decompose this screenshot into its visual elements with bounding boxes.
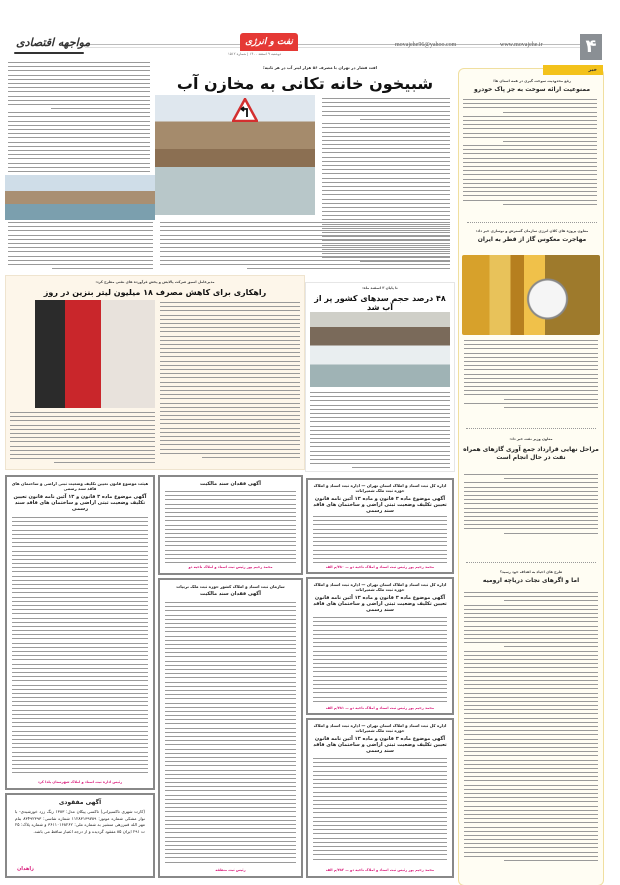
sidebar-article-4-supertitle: طرح های احیاء به اهداف خود رسید؟ bbox=[499, 570, 563, 574]
ad-title: آگهی مفقودی bbox=[58, 799, 102, 806]
sidebar-article-3-headline[interactable]: مراحل نهایی قرارداد جمع آوری گازهای همراه نفت در حال انجام است bbox=[463, 446, 599, 461]
lost-deed-ad bbox=[158, 475, 303, 575]
masthead bbox=[0, 0, 620, 58]
section-title-underline bbox=[14, 52, 84, 54]
ad-title: آگهی موضوع ماده ۳ قانون و ماده ۱۳ آئین نامه قانون تعیین تکلیف وضعیت ثبتی اراضی و ساختمان های فاقد سند رسمی bbox=[313, 736, 447, 754]
sidebar-article-2-body bbox=[464, 340, 598, 408]
ad-signature: رئیس ثبت منطقه bbox=[215, 868, 246, 872]
legal-notice-ad-4 bbox=[306, 718, 454, 878]
lost-card-ad bbox=[5, 793, 155, 878]
email-link[interactable]: movajehe96@yahoo.com bbox=[395, 42, 457, 48]
page-number-badge: ۴ bbox=[580, 34, 602, 60]
road-sign-icon bbox=[232, 98, 258, 122]
ad-office: سازمان ثبت اسناد و املاک کشور حوزه ثبت ملک ترتیات bbox=[176, 584, 285, 589]
sidebar-divider bbox=[467, 222, 597, 223]
fuel-story-body-right bbox=[160, 302, 300, 467]
ad-office: اداره کل ثبت اسناد و املاک استان تهران — اداره ثبت اسناد و املاک حوزه ثبت ملک شمیرانات bbox=[313, 483, 447, 493]
ad-body bbox=[165, 602, 296, 864]
main-story-bottom-text bbox=[160, 222, 450, 272]
ad-signature: محمد رحیم پور رئیس ثبت اسناد و املاک ناحیه دو bbox=[188, 565, 273, 569]
sidebar-article-3-supertitle: معاون وزیر نفت خبر داد: bbox=[509, 437, 553, 441]
issue-dateline: دوشنبه ۹ اسفند ۱۴۰۰ | شماره ۱۵۱۲ bbox=[228, 52, 282, 56]
sidebar-article-1-supertitle: رفع محدودیت سوخت گیری در همه استان ها؛ bbox=[493, 79, 571, 83]
main-story-headline[interactable]: شبیخون خانه تکانی به مخازن آب bbox=[176, 74, 434, 93]
ad-body bbox=[12, 517, 148, 777]
fuel-pump-nozzle-photo bbox=[35, 300, 155, 408]
ad-body bbox=[313, 617, 447, 702]
sidebar-article-4-body bbox=[464, 592, 598, 862]
ad-body bbox=[165, 491, 296, 563]
ad-title: آگهی فقدان سند مالکیت bbox=[200, 481, 261, 487]
ad-body bbox=[313, 758, 447, 863]
section-title: مواجهه اقتصادی bbox=[16, 36, 91, 49]
ad-title: آگهی موضوع ماده ۳ قانون و ماده ۱۳ آئین نامه قانون تعیین تکلیف وضعیت ثبتی اراضی و ساختمان های فاقد سند رسمی bbox=[313, 595, 447, 613]
sidebar-divider bbox=[466, 562, 596, 563]
ad-body bbox=[313, 516, 447, 564]
news-tag: خبر bbox=[543, 65, 603, 75]
dams-story-headline[interactable]: ۴۸ درصد حجم سدهای کشور پر از آب شد bbox=[314, 294, 446, 312]
ad-signature: محمد رحیم پور رئیس ثبت اسناد و املاک ناحیه دو — ۷۸۰/م الف bbox=[325, 565, 435, 569]
ad-office: اداره کل ثبت اسناد و املاک استان تهران — اداره ثبت اسناد و املاک حوزه ثبت ملک شمیرانات bbox=[313, 723, 447, 733]
legal-notice-ad-3 bbox=[306, 577, 454, 715]
legal-notice-ad-2 bbox=[306, 478, 454, 574]
sidebar-divider bbox=[466, 428, 596, 429]
sidebar-article-4-headline[interactable]: اما و اگرهای نجات دریاچه ارومیه bbox=[482, 577, 580, 584]
ad-signature: محمد رحیم پور رئیس ثبت اسناد و املاک ناحیه دو — ۷۸۲/م الف bbox=[325, 868, 435, 872]
fuel-story-supertitle: مدیرعامل اسبق شرکت پالایش و پخش فرآورده های نفتی مطرح کرد: bbox=[95, 280, 215, 284]
ad-city: زاهدان bbox=[17, 866, 34, 872]
ad-signature: رئیس اداره ثبت اسناد و املاک شهرستان یلدا کرد bbox=[37, 780, 123, 784]
sidebar-article-2-headline[interactable]: مهاجرت معکوس گاز از قطر به ایران bbox=[477, 236, 587, 243]
fuel-story-body-left bbox=[10, 412, 155, 467]
lost-deed-ad-2 bbox=[158, 578, 303, 878]
sidebar-article-2-supertitle: معاون پروژه های کلان انرژی سازمان گسترش و نوسازی خبر داد: bbox=[475, 229, 589, 233]
fuel-story-headline[interactable]: راهکاری برای کاهش مصرف ۱۸ میلیون لیتر بنزین در روز bbox=[43, 288, 267, 297]
main-story-continued bbox=[8, 62, 150, 172]
dams-story-body bbox=[310, 392, 450, 470]
newspaper-brand-logo: نفت و انرژی bbox=[240, 33, 298, 51]
ad-signature: محمد رحیم پور رئیس ثبت اسناد و املاک ناحیه دو — ۷۸۱/م الف bbox=[325, 706, 435, 710]
ad-title: آگهی فقدان سند مالکیت bbox=[200, 591, 261, 597]
dam-spillway-photo bbox=[310, 312, 450, 387]
website-link[interactable]: www.movajehe.ir bbox=[500, 42, 543, 48]
gas-pressure-gauge-photo bbox=[462, 255, 600, 335]
legal-notice-ad bbox=[5, 475, 155, 790]
sidebar-article-1-body bbox=[463, 99, 597, 211]
ad-body: (کارت شهری تاکسیرانی) تاکسی پیکان مدل: ۱۳۸۳ رنگ زرد خورشیدی- با نوار مشکی شماره موتور: ۱۱۲۸۳۱۳۹۷۸۹ شماره شاسی: ۸۳۴۹۲۳۹۳ بنام مهر الله قنبرزهی منشیر به شماره ملی: ۳۶۱۱۰۱۶۸۲۶۲ و شماره پلاک: ۲۵ ت ۲۹۱ ایران ۸۵ مفقود گردیده و از درجه اعتبار ساقط می باشد. bbox=[15, 809, 145, 834]
sidebar-article-3-body bbox=[464, 474, 598, 534]
ad-title: آگهی موضوع ماده ۳ قانون و ۱۳ آئین نامه قانون تعیین تکلیف وضعیت ثبتی اراضی و ساختمان های فاقد سند رسمی bbox=[13, 494, 147, 512]
ad-office: هیئت موضوع قانون تعیین تکلیف وضعیت ثبتی اراضی و ساختمان های فاقد سند رسمی bbox=[11, 481, 149, 491]
ad-office: اداره کل ثبت اسناد و املاک استان تهران — اداره ثبت اسناد و املاک حوزه ثبت ملک شمیرانات bbox=[313, 582, 447, 592]
dams-story-supertitle: تا پایان ۳ اسفند ماه: bbox=[362, 286, 398, 290]
sidebar-article-1-headline[interactable]: ممنوعیت ارائه سوخت به جز پاک خودرو bbox=[473, 86, 591, 93]
ad-title: آگهی موضوع ماده ۳ قانون و ماده ۱۳ آئین نامه قانون تعیین تکلیف وضعیت ثبتی اراضی و ساختمان های فاقد سند رسمی bbox=[313, 496, 447, 514]
main-story-supertitle: افت فشار در تهران با مصرف ۵۶ هزار لیتر آب در هر ثانیه؛ bbox=[262, 65, 377, 70]
landscape-photo bbox=[5, 175, 155, 220]
main-story-bottom-text-2 bbox=[8, 222, 153, 272]
